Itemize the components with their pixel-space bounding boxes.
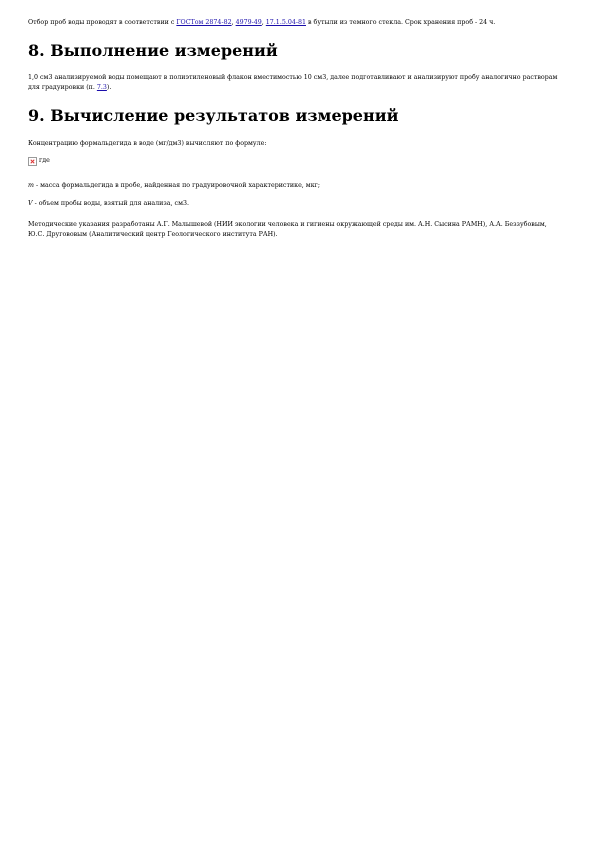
v-definition [28,199,189,209]
authors-paragraph: Методические указания разработаны А.Г. Малышевой (НИИ экологии человека и гигиены окружающей среды им. А.Н. Сысина РАМН), А.А. Беззубовым, Ю.С. Другововым (Аналитический центр Геологического института РАН). [28,221,547,238]
sampling-text-before: Отбор проб воды проводят в соответствии с [28,19,177,26]
formula-suffix: где [39,157,50,164]
section-9-heading: 9. Вычисление результатов измерений [28,106,399,125]
clause-7-3-link[interactable]: 7.3 [96,83,107,91]
v-description: - объем пробы воды, взятый для анализа, см3. [32,200,189,207]
section-8-heading: 8. Выполнение измерений [28,41,278,60]
v-variable: V [28,200,33,207]
section-8-paragraph [28,73,563,92]
sampling-sep-1: , [231,19,236,26]
m-variable: m [28,182,34,189]
gost-4979-link[interactable]: 4979-49 [235,19,262,26]
formula-block [28,156,50,166]
m-definition [28,181,320,191]
gost-2874-link[interactable]: ГОСТом 2874-82 [176,19,232,26]
sampling-sep-2: , [261,19,266,26]
section-8-text-after: ). [106,83,112,91]
formula-intro: Концентрацию формальдегида в воде (мг/дм3) вычисляют по формуле: [28,140,267,147]
sampling-paragraph [28,18,495,28]
broken-image-icon [28,157,37,166]
sampling-text-after: в бутыли из темного стекла. Срок хранения проб - 24 ч. [305,19,496,26]
m-description: - масса формальдегида в пробе, найденная по градуировочной характеристике, мкг; [33,182,321,189]
gost-17-1-5-04-link[interactable]: 17.1.5.04-81 [265,19,306,26]
section-8-text-before: 1,0 см3 анализируемой воды помещают в полиэтиленовый флакон вместимостью 10 см3, далее подготавливают и анализируют пробу аналогично растворам для градуировки (п. [28,74,558,91]
